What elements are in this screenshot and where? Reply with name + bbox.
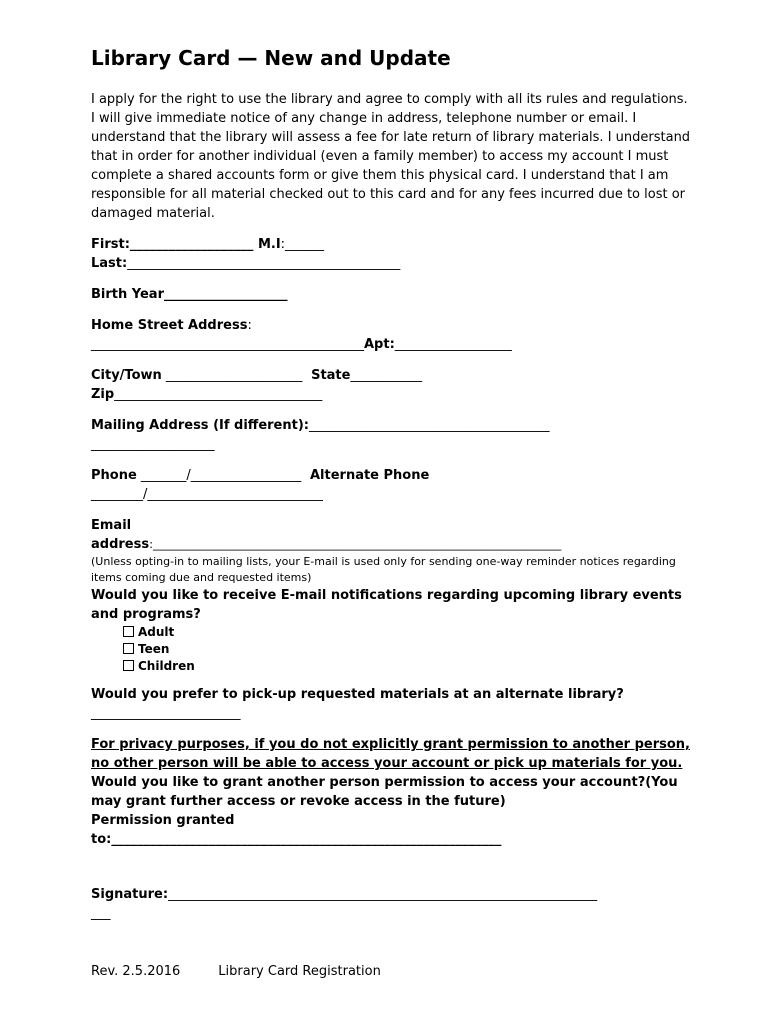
email-field[interactable]: :_______________________________________________________________________ — [149, 537, 562, 551]
birth-year-field[interactable]: ___________________ — [164, 287, 288, 302]
permission-granted-label: Permission granted — [91, 813, 235, 828]
mailing-address-field[interactable]: _____________________________________ — [308, 418, 550, 433]
zip-row — [91, 385, 691, 404]
alt-phone-label: Alternate Phone — [309, 468, 430, 483]
mailing-label: Mailing Address (If different): — [91, 418, 309, 433]
email-label-row — [91, 516, 691, 535]
mailing-address-line2-row — [91, 435, 691, 454]
page-title: Library Card — New and Update — [91, 46, 451, 70]
city-label: City/Town — [91, 368, 162, 383]
pickup-question: Would you prefer to pick-up requested materials at an alternate library? — [91, 687, 624, 702]
checkbox-teen-label: Teen — [138, 642, 170, 656]
phone-field[interactable]: _______/_________________ — [136, 468, 306, 483]
home-address-row — [91, 316, 691, 335]
privacy-notice: For privacy purposes, if you do not explicitly grant permission to another person, no other person will be able to access your account or pick up materials for you. — [91, 737, 690, 771]
permission-granted-field[interactable]: ____________________________________________________________ — [111, 832, 502, 847]
phone-label: Phone — [91, 468, 137, 483]
checkbox-children[interactable] — [123, 658, 691, 675]
email-address-row — [91, 535, 691, 554]
city-field[interactable]: _____________________ — [161, 368, 307, 383]
first-label: First: — [91, 237, 130, 252]
home-address-line-row — [91, 335, 691, 354]
intro-paragraph: I apply for the right to use the library and agree to comply with all its rules and regulations. I will give immediate notice of any change in address, telephone number or email. I understand that the library will assess a fee for late return of library materials. I understand that in order for another individual (even a family member) to access my account I must complete a shared accounts form or give them this physical card. I understand that I am responsible for all material checked out to this card and for any fees incurred due to lost or damaged material. — [91, 92, 691, 221]
last-name-field[interactable]: __________________________________________ — [127, 256, 401, 271]
checkbox-adult[interactable] — [123, 624, 691, 641]
signature-label: Signature: — [91, 887, 169, 902]
home-colon: : — [247, 318, 252, 333]
first-name-field[interactable]: ___________________ — [129, 237, 254, 252]
email-note: (Unless opting-in to mailing lists, your E-mail is used only for sending one-way reminder notices regarding items coming due and requested items) — [91, 555, 676, 584]
permission-granted-row — [91, 830, 691, 849]
pickup-field[interactable]: _______________________ — [91, 706, 241, 721]
checkbox-children-label: Children — [138, 659, 195, 673]
checkbox-teen[interactable] — [123, 641, 691, 658]
phone-row — [91, 466, 691, 485]
checkbox-adult-box[interactable] — [123, 626, 134, 637]
mailing-address-row — [91, 416, 691, 435]
email-label: Email — [91, 518, 132, 533]
signature-line2[interactable]: ___ — [91, 906, 111, 921]
birth-label: Birth Year — [91, 287, 164, 302]
home-address-field[interactable]: __________________________________________ — [91, 337, 364, 352]
zip-field[interactable]: ________________________________ — [114, 387, 323, 402]
checkbox-children-box[interactable] — [123, 660, 134, 671]
zip-label: Zip — [91, 387, 115, 402]
birth-year-row — [91, 285, 691, 304]
signature-field[interactable]: __________________________________________________________________ — [168, 887, 598, 902]
email-label-2: address — [91, 537, 150, 552]
state-field[interactable]: ___________ — [350, 368, 422, 383]
mi-label: M.I — [257, 237, 281, 252]
first-name-row — [91, 235, 691, 254]
form-page — [91, 44, 691, 923]
checkbox-teen-box[interactable] — [123, 643, 134, 654]
apt-label: Apt: — [364, 337, 395, 352]
apt-field[interactable]: __________________ — [394, 337, 512, 352]
checkbox-adult-label: Adult — [138, 625, 175, 639]
alt-phone-field[interactable]: ________/___________________________ — [91, 487, 323, 502]
permission-question: Would you like to grant another person permission to access your account?(You may grant further access or revoke access in the future) — [91, 775, 678, 809]
last-name-row — [91, 254, 691, 273]
alt-phone-line-row — [91, 485, 691, 504]
permission-to-label: to: — [91, 832, 112, 847]
home-label: Home Street Address — [91, 318, 248, 333]
signature-row — [91, 885, 691, 904]
mailing-address-field-2[interactable]: ___________________ — [91, 437, 215, 452]
notifications-question: Would you like to receive E-mail notifications regarding upcoming library events and programs? — [91, 588, 682, 622]
revision-text: Rev. 2.5.2016 — [91, 964, 181, 979]
mi-field[interactable]: :______ — [280, 237, 325, 252]
state-label: State — [311, 368, 351, 383]
city-state-row — [91, 366, 691, 385]
page-footer — [91, 962, 419, 981]
last-label: Last: — [91, 256, 128, 271]
footer-doc-name: Library Card Registration — [218, 964, 381, 979]
